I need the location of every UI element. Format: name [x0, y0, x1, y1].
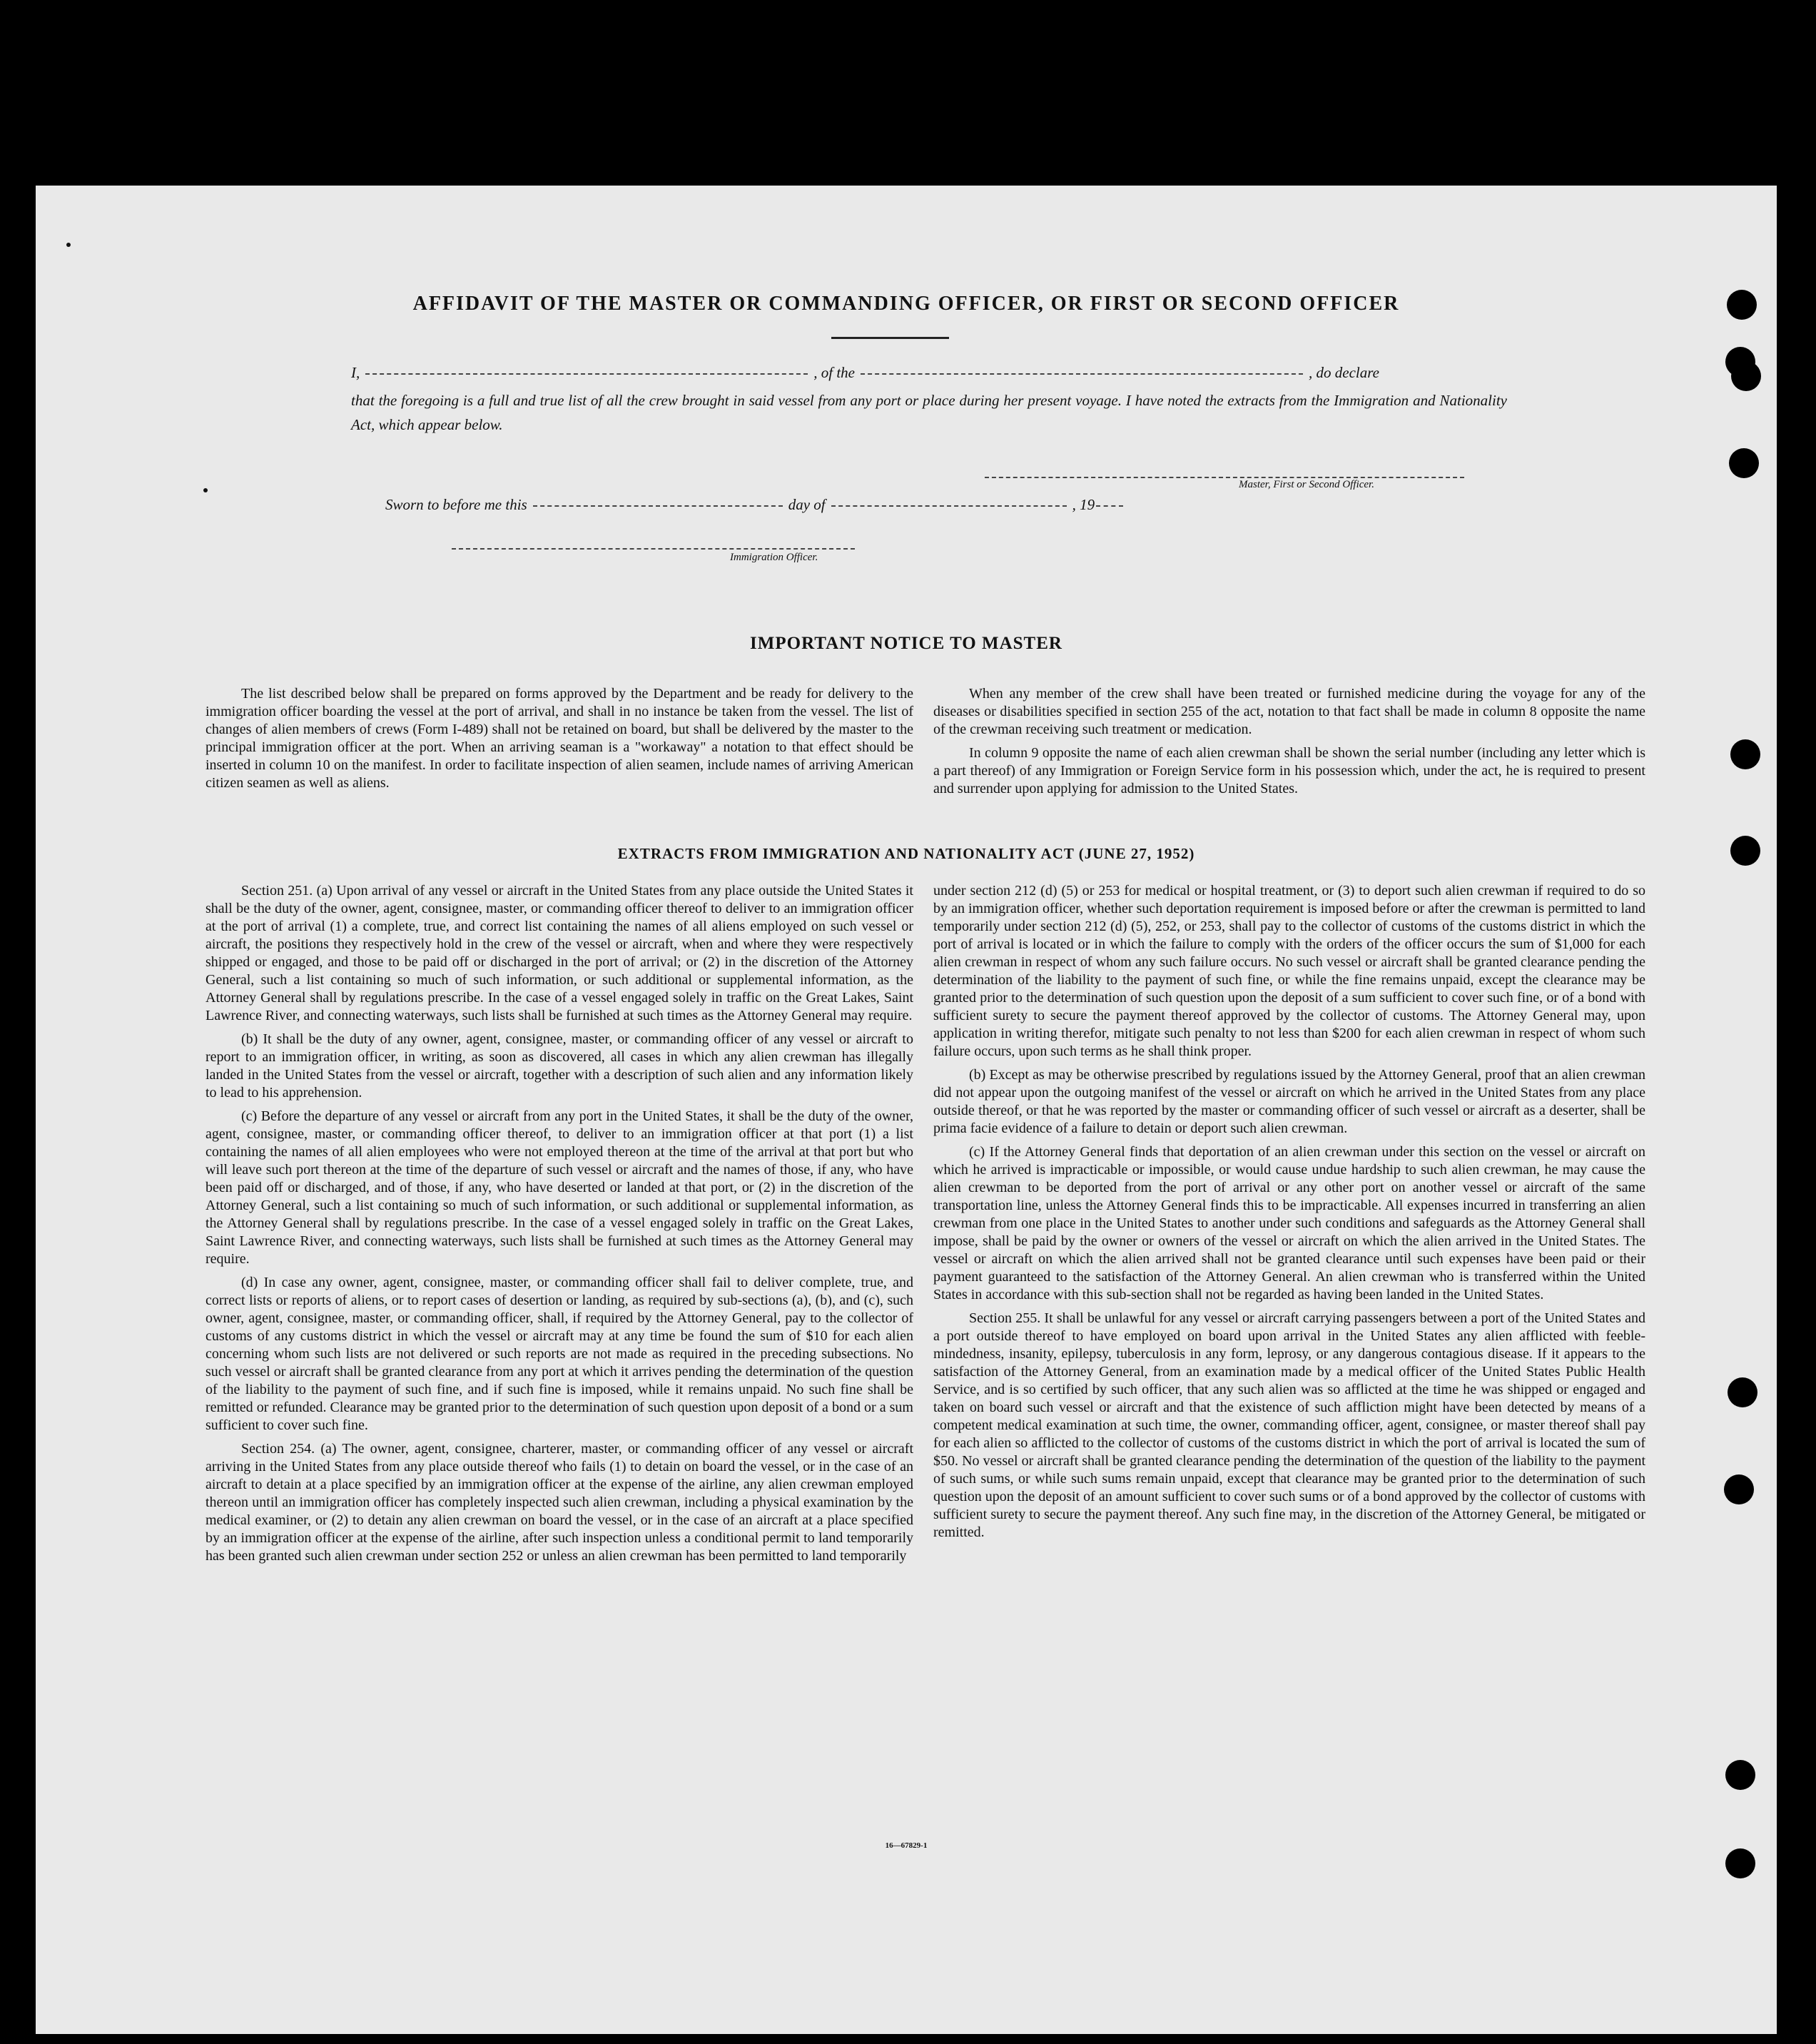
officer-signature-label: Immigration Officer.: [730, 552, 818, 563]
notice-right-paragraph: In column 9 opposite the name of each alien crewman shall be shown the serial number (including any letter which is a part thereof) of any Immigration or Foreign Service form in his possession which, under the act, he is required to present and surrender upon applying for admission to the United States.: [933, 745, 1645, 796]
extract-paragraph: (b) Except as may be otherwise prescribed by regulations issued by the Attorney General, proof that an alien crewman did not appear upon the outgoing manifest of the vessel or aircraft on which he arrived in the United States from any place outside thereof, or that he was reported by the master or commanding officer of such vessel or aircraft as a deserter, shall be prima facie evidence of a failure to detain or deport such alien crewman.: [933, 1067, 1645, 1136]
speck: [203, 488, 208, 492]
extract-paragraph: (c) If the Attorney General finds that deportation of an alien crewman under this section on the vessel or aircraft on which he arrived is impracticable or impossible, or would cause undue hardship to such alien crewman, he may cause the alien crewman to be deported from the port of arrival or any other port on another vessel or aircraft of the same transportation line, unless the Attorney General finds this to be impracticable. All expenses incurred in transferring an alien crewman from one place in the United States to another under such conditions and safeguards as the Attorney General shall impose, shall be paid by the owner or owners of the vessel or aircraft on which the alien arrived in the United States. The vessel or aircraft on which the alien arrived shall not be granted clearance until such expenses have been paid or their payment guaranteed to the satisfaction of the Attorney General. An alien crewman who is transferred within the United States in accordance with this sub-section shall not be regarded as having been landed in the United States.: [933, 1144, 1645, 1302]
notice-left-column: [206, 685, 913, 798]
extracts-title: EXTRACTS FROM IMMIGRATION AND NATIONALITY ACT (JUNE 27, 1952): [617, 845, 1195, 862]
sworn-month-blank[interactable]: [831, 505, 1067, 507]
extract-paragraph: (c) Before the departure of any vessel or aircraft from any port in the United States, it shall be the duty of the owner, agent, consignee, master, or commanding officer thereof, to deliver to an immigration officer at that port (1) a list containing the names of all alien employees who were not employed thereon at the time of the arrival at that port but who will leave such port thereon at the time of the departure of such vessel or aircraft and the names of those, if any, who have been paid off or discharged, and of those, if any, who have deserted or landed at that port, or (2) in the discretion of the Attorney General, such a list containing so much of such information, or such additional or supplemental information, as the Attorney General shall by regulations prescribe. In the case of a vessel engaged solely in traffic on the Great Lakes, Saint Lawrence River, and connecting waterways, such lists shall be furnished at such times as the Attorney General may require.: [206, 1108, 913, 1267]
speck: [66, 243, 71, 247]
vessel-blank[interactable]: [861, 373, 1303, 375]
declaration-mid: , of the: [813, 364, 855, 381]
sworn-prefix: Sworn to before me this: [385, 496, 527, 513]
punch-hole: [1731, 361, 1761, 391]
extract-paragraph: (b) It shall be the duty of any owner, agent, consignee, master, or commanding officer of any vessel or aircraft to report to an immigration officer, in writing, as soon as discovered, all cases in which any alien crewman has illegally landed in the United States from the vessel or aircraft, together with a description of such alien and any information likely to lead to his apprehension.: [206, 1031, 913, 1101]
extract-paragraph: under section 212 (d) (5) or 253 for medical or hospital treatment, or (3) to deport such alien crewman if required to do so by an immigration officer, whether such deportation requirement is imposed before or after the crewman is permitted to land temporarily under section 212 (d) (5), 252, or 253, shall pay to the collector of customs of the customs district in which the port of arrival is located or in which the failure to comply with the orders of the officer occurs the sum of $1,000 for each alien crewman in respect of whom any such failure occurs. No such vessel or aircraft shall be granted clearance pending the determination of the liability to the payment of such fine, or while the fine remains unpaid, except the clearance may be granted prior to the determination of such question upon the deposit of a sum sufficient to cover such fine, or of a bond with sufficient surety to secure the payment thereof approved by the collector of customs. The Attorney General may, upon application in writing therefor, mitigate such penalty to not less than $200 for each alien crewman in respect of whom such failure occurs, upon such terms as he shall think proper.: [933, 883, 1645, 1059]
declaration-suffix: , do declare: [1309, 364, 1379, 381]
extracts-left-column: [206, 882, 913, 1571]
master-signature-line[interactable]: [985, 477, 1464, 478]
form-number: 16—67829-1: [885, 1841, 928, 1850]
affidavit-title: AFFIDAVIT OF THE MASTER OR COMMANDING OFFICER, OR FIRST OR SECOND OFFICER: [412, 293, 1400, 315]
sworn-year-blank[interactable]: [1096, 505, 1123, 507]
extract-paragraph: Section 255. It shall be unlawful for any vessel or aircraft carrying passengers between a port of the United States and a port outside thereof to have employed on board upon arrival in the United States any alien afflicted with feeble-mindedness, insanity, epilepsy, tuberculosis in any form, leprosy, or any dangerous contagious disease. If it appears to the satisfaction of the Attorney General, from an examination made by a medical officer of the United States Public Health Service, and is so certified by such officer, that any such alien was so afflicted at the time he was shipped or engaged and taken on board such vessel or aircraft and that the existence of such affliction might have been detected by means of a competent medical examination at such time, the owner, commanding officer, agent, consignee, or master thereof shall pay for each alien so afflicted to the collector of customs of the customs district in which the port of arrival is located the sum of $50. No vessel or aircraft shall be granted clearance pending the determination of the question of the liability to the payment of such sums, or while such sums remain unpaid, except that clearance may be granted prior to the determination of such question upon the deposit of an amount sufficient to cover such sums or of a bond approved by the collector of customs with sufficient surety to secure the payment thereof. Any such fine may, in the discretion of the Attorney General, be mitigated or remitted.: [933, 1310, 1645, 1540]
sworn-mid: day of: [788, 496, 826, 513]
title-underline: [831, 337, 949, 339]
officer-signature-line[interactable]: [452, 548, 855, 550]
declaration-prefix: I,: [351, 364, 360, 381]
master-signature-label: Master, First or Second Officer.: [1239, 479, 1374, 490]
punch-hole: [1730, 739, 1760, 769]
punch-hole: [1725, 1848, 1755, 1878]
notice-right-paragraph: When any member of the crew shall have been treated or furnished medicine during the voyage for any of the diseases or disabilities specified in section 255 of the act, notation to that fact shall be made in column 8 opposite the name of the crewman receiving such treatment or medication.: [933, 686, 1645, 737]
punch-hole: [1725, 1760, 1755, 1790]
declaration-statement: that the foregoing is a full and true list of all the crew brought in said vessel from any port or place during her present voyage. I have noted the extracts from the Immigration and Nationality Act, which appear below.: [351, 392, 1507, 433]
extract-paragraph: Section 254. (a) The owner, agent, consignee, charterer, master, or commanding officer of any vessel or aircraft arriving in the United States from any place outside thereof who fails (1) to detain on board the vessel, or in the case of an aircraft to detain at a place specified by an immigration officer at the expense of the airline, any alien crewman employed thereon until an immigration officer has completely inspected such alien crewman, including a physical examination by the medical examiner, or (2) to detain any alien crewman on board the vessel, or in the case of an aircraft at a place specified by an immigration officer at the expense of the airline, after such inspection unless a conditional permit to land temporarily has been granted such alien crewman under section 252 or unless an alien crewman has been permitted to land temporarily: [206, 1441, 913, 1564]
declaration: [351, 364, 1507, 437]
form-page: [36, 186, 1777, 2034]
extract-paragraph: (d) In case any owner, agent, consignee, master, or commanding officer shall fail to deliver complete, true, and correct lists or reports of aliens, or to report cases of desertion or landing, as required by sub-sections (a), (b), and (c), such owner, agent, consignee, master, or commanding officer, shall, if required by the Attorney General, pay to the collector of customs of any customs district in which the vessel or aircraft may at any time be found the sum of $10 for each alien concerning whom such lists are not delivered or such reports are not made as required in the preceding subsections. No such vessel or aircraft shall be granted clearance from any port at which it arrives pending the determination of the question of the liability to the payment of such fine, and if such fine is imposed, while it remains unpaid. No such fine shall be remitted or refunded. Clearance may be granted prior to the determination of such question upon deposit of a bond or a sum sufficient to cover such fine.: [206, 1275, 913, 1433]
sworn-day-blank[interactable]: [533, 505, 783, 507]
name-blank[interactable]: [365, 373, 808, 375]
punch-hole: [1724, 1474, 1754, 1504]
notice-left-paragraph: The list described below shall be prepared on forms approved by the Department and be ready for delivery to the immigration officer boarding the vessel at the port of arrival, and shall in no instance be taken from the vessel. The list of changes of alien members of crews (Form I-489) shall not be retained on board, but shall be delivered by the master to the principal immigration officer at the port. When an arriving seaman is a "workaway" a notation to that effect should be inserted in column 10 on the manifest. In order to facilitate inspection of alien seamen, include names of arriving American citizen seamen as well as aliens.: [206, 686, 913, 791]
sworn-suffix: , 19: [1072, 496, 1095, 513]
notice-right-column: [933, 685, 1645, 804]
extract-paragraph: Section 251. (a) Upon arrival of any vessel or aircraft in the United States from any place outside the United States it shall be the duty of the owner, agent, consignee, master, or commanding officer thereof to deliver to an immigration officer at the port of arrival (1) a complete, true, and correct list containing the names of all aliens employed on such vessel or aircraft, the positions they respectively hold in the crew of the vessel or aircraft, when and where they were respectively shipped or engaged, and those to be paid off or discharged in the port of arrival; or (2) in the discretion of the Attorney General, such a list containing so much of such information, or such additional or supplemental information, as the Attorney General shall by regulations prescribe. In the case of a vessel engaged solely in traffic on the Great Lakes, Saint Lawrence River, and connecting waterways, such lists shall be furnished at such times as the Attorney General may require.: [206, 883, 913, 1023]
notice-title: IMPORTANT NOTICE TO MASTER: [750, 634, 1062, 653]
punch-hole: [1728, 1377, 1757, 1407]
punch-hole: [1729, 448, 1759, 478]
declaration-line: [351, 364, 1507, 388]
extracts-right-column: [933, 882, 1645, 1547]
sworn-line: [385, 496, 1170, 514]
